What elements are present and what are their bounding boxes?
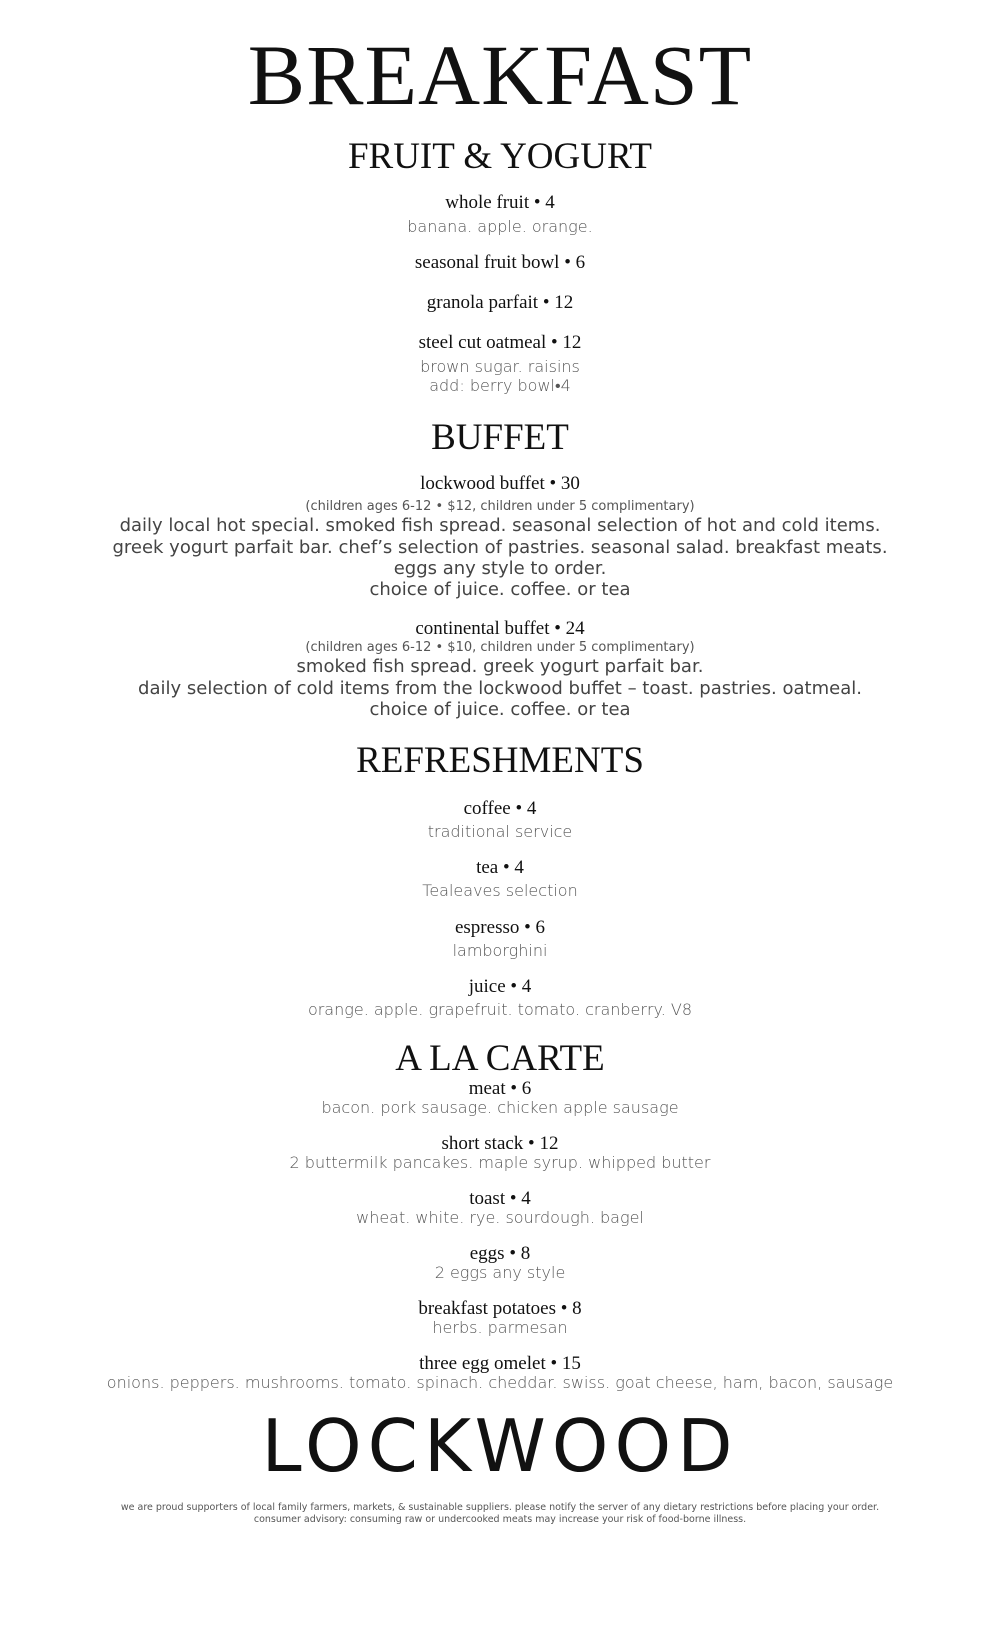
item-desc: 2 eggs any style bbox=[434, 1263, 566, 1282]
item-desc-line: choice of juice. coffee. or tea bbox=[369, 699, 631, 720]
item-note: (children ages 6-12 • $10, children under 5 complimentary) bbox=[305, 640, 695, 655]
item-toast: toast • 4 bbox=[469, 1188, 531, 1209]
item-desc: herbs. parmesan bbox=[432, 1318, 568, 1337]
footer-note: we are proud supporters of local family farmers, markets, & sustainable suppliers. please notify the server of any dietary restrictions before placing your order. bbox=[120, 1502, 880, 1513]
item-desc-line: choice of juice. coffee. or tea bbox=[369, 579, 631, 600]
item-steel-cut-oatmeal: steel cut oatmeal • 12 bbox=[418, 332, 582, 353]
item-breakfast-potatoes: breakfast potatoes • 8 bbox=[418, 1298, 582, 1319]
item-eggs: eggs • 8 bbox=[469, 1243, 531, 1264]
item-whole-fruit: whole fruit • 4 bbox=[445, 192, 555, 213]
item-desc: banana. apple. orange. bbox=[407, 217, 593, 236]
section-title-fruit-yogurt: FRUIT & YOGURT bbox=[347, 136, 653, 177]
item-desc-line: smoked fish spread. greek yogurt parfait bar. bbox=[296, 656, 704, 677]
item-desc: brown sugar. raisins bbox=[420, 357, 580, 376]
item-desc: onions. peppers. mushrooms. tomato. spinach. cheddar. swiss. goat cheese, ham, bacon, sausage bbox=[106, 1373, 894, 1392]
brand-logo: LOCKWOOD bbox=[261, 1404, 739, 1488]
item-granola-parfait: granola parfait • 12 bbox=[426, 292, 574, 313]
item-short-stack: short stack • 12 bbox=[441, 1133, 559, 1154]
item-desc-line: eggs any style to order. bbox=[393, 558, 607, 579]
item-desc: Tealeaves selection bbox=[422, 881, 578, 900]
item-continental-buffet: continental buffet • 24 bbox=[415, 618, 585, 639]
section-title-buffet: BUFFET bbox=[431, 417, 569, 458]
section-title-a-la-carte: A LA CARTE bbox=[395, 1038, 605, 1079]
footer-advisory: consumer advisory: consuming raw or undercooked meats may increase your risk of food-borne illness. bbox=[253, 1514, 747, 1525]
item-desc: wheat. white. rye. sourdough. bagel bbox=[356, 1208, 644, 1227]
item-juice: juice • 4 bbox=[468, 976, 532, 997]
item-desc: 2 buttermilk pancakes. maple syrup. whipped butter bbox=[289, 1153, 711, 1172]
item-espresso: espresso • 6 bbox=[454, 917, 546, 938]
item-desc: traditional service bbox=[427, 822, 573, 841]
item-seasonal-fruit-bowl: seasonal fruit bowl • 6 bbox=[414, 252, 586, 273]
item-desc: lamborghini bbox=[452, 941, 548, 960]
item-desc: bacon. pork sausage. chicken apple sausage bbox=[321, 1098, 679, 1117]
item-meat: meat • 6 bbox=[468, 1078, 532, 1099]
item-three-egg-omelet: three egg omelet • 15 bbox=[419, 1353, 581, 1374]
item-desc: orange. apple. grapefruit. tomato. cranberry. V8 bbox=[307, 1000, 693, 1019]
item-lockwood-buffet: lockwood buffet • 30 bbox=[420, 473, 580, 494]
section-title-refreshments: REFRESHMENTS bbox=[356, 740, 644, 781]
item-tea: tea • 4 bbox=[476, 857, 524, 878]
page-title: BREAKFAST bbox=[247, 27, 753, 123]
item-note: (children ages 6-12 • $12, children under 5 complimentary) bbox=[305, 499, 695, 514]
item-desc-line: daily local hot special. smoked fish spread. seasonal selection of hot and cold items. bbox=[119, 515, 881, 536]
item-desc-line: greek yogurt parfait bar. chef’s selection of pastries. seasonal salad. breakfast meats. bbox=[112, 537, 888, 558]
item-coffee: coffee • 4 bbox=[463, 798, 537, 819]
item-desc-addon: add: berry bowl•4 bbox=[429, 376, 571, 395]
item-desc-line: daily selection of cold items from the lockwood buffet – toast. pastries. oatmeal. bbox=[138, 678, 862, 699]
